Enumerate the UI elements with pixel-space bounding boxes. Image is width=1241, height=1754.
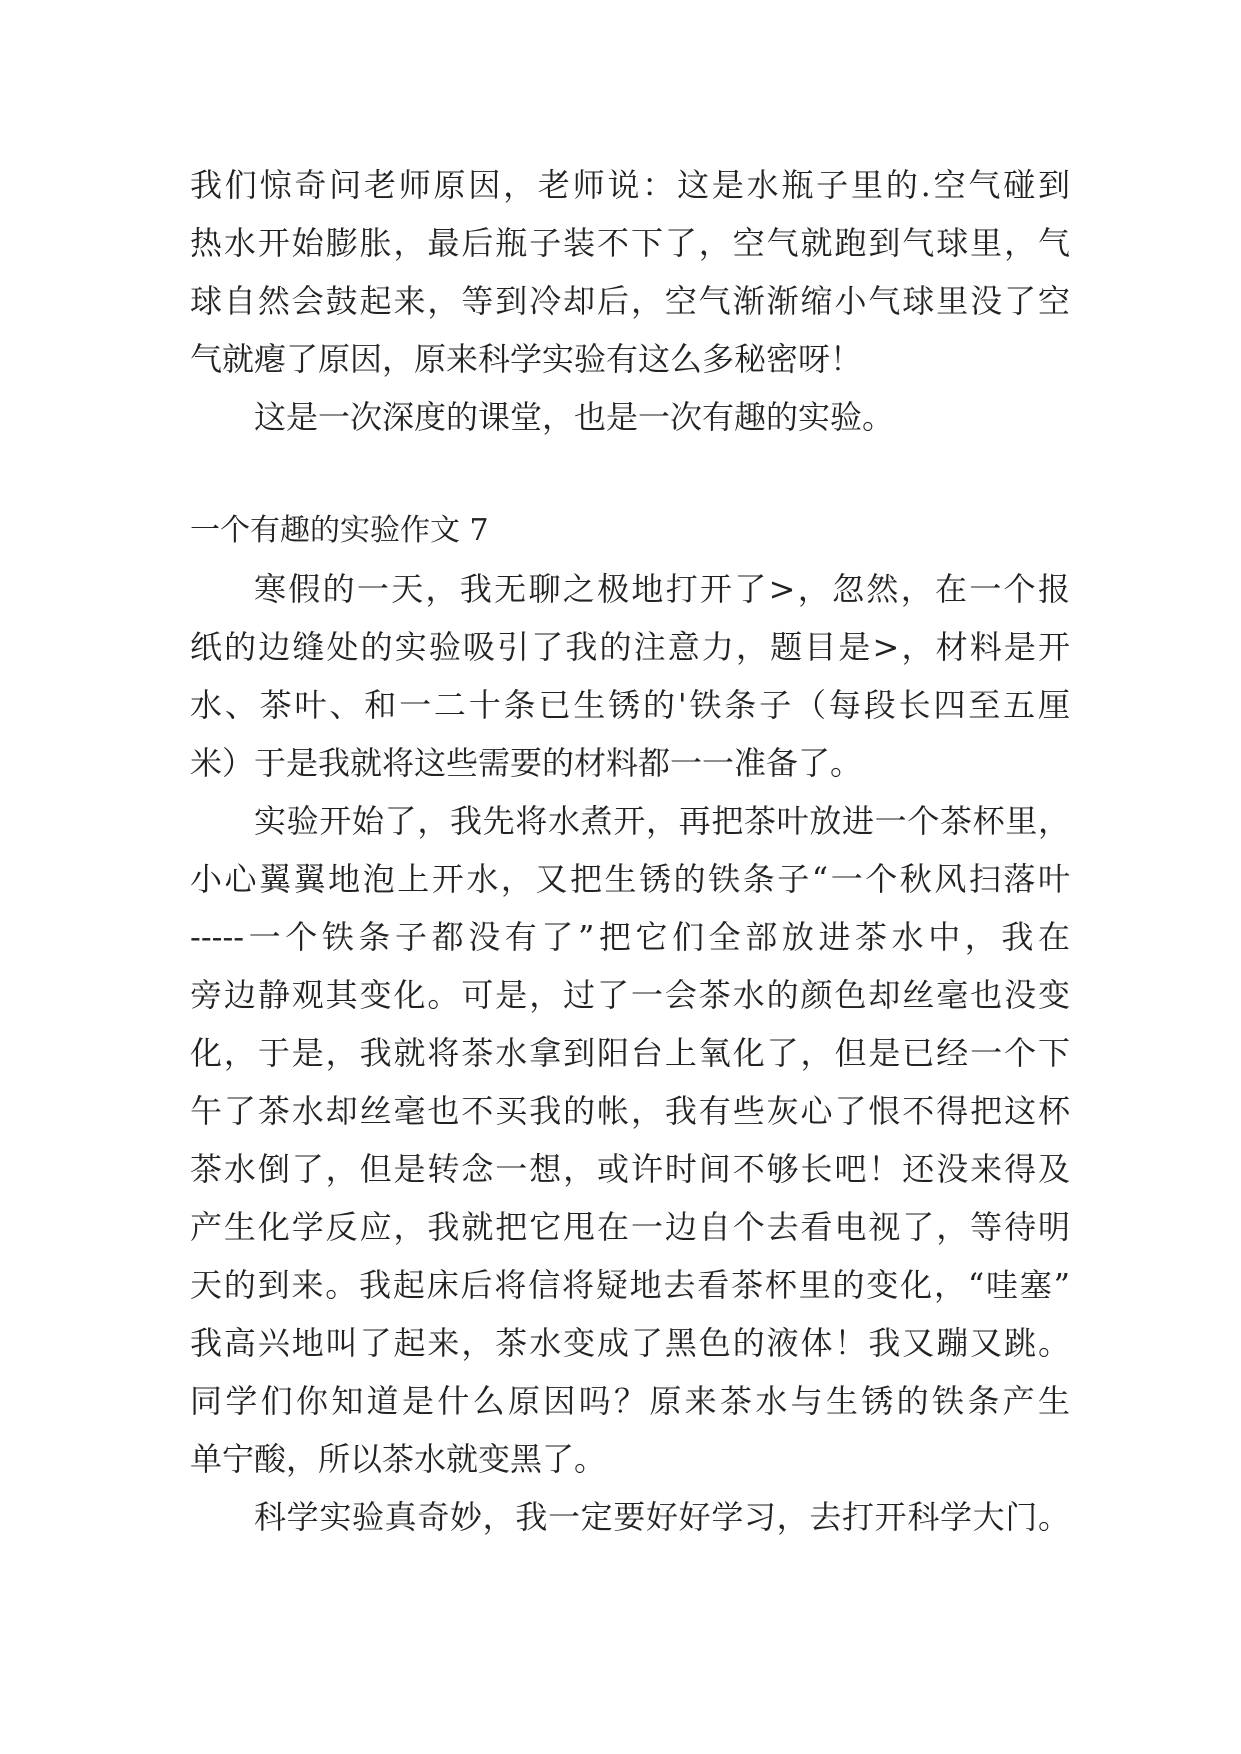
text-line: 小心翼翼地泡上开水，又把生锈的铁条子“一个秋风扫落叶 [190,860,1070,898]
text-line: -----一个铁条子都没有了”把它们全部放进茶水中，我在 [190,918,1070,956]
text-line: 这是一次深度的课堂，也是一次有趣的实验。 [254,398,895,436]
text-line: 产生化学反应，我就把它甩在一边自个去看电视了，等待明 [190,1208,1070,1246]
text-line: 球自然会鼓起来，等到冷却后，空气渐渐缩小气球里没了空 [190,282,1070,320]
section-heading: 一个有趣的实验作文 7 [190,513,489,548]
text-line: 茶水倒了，但是转念一想，或许时间不够长吧！还没来得及 [190,1150,1070,1188]
text-line: 化，于是，我就将茶水拿到阳台上氧化了，但是已经一个下 [190,1034,1070,1072]
text-line: 我高兴地叫了起来，茶水变成了黑色的液体！我又蹦又跳。 [190,1324,1070,1362]
text-line: 同学们你知道是什么原因吗？原来茶水与生锈的铁条产生 [190,1382,1070,1420]
text-line: 科学实验真奇妙，我一定要好好学习，去打开科学大门。 [254,1498,1070,1536]
text-line: 午了茶水却丝毫也不买我的帐，我有些灰心了恨不得把这杯 [190,1092,1070,1130]
text-line: 天的到来。我起床后将信将疑地去看茶杯里的变化，“哇塞” [190,1266,1070,1304]
text-line: 纸的边缝处的实验吸引了我的注意力，题目是>，材料是开 [190,628,1070,666]
text-line: 旁边静观其变化。可是，过了一会茶水的颜色却丝毫也没变 [190,976,1070,1014]
text-line: 气就瘪了原因，原来科学实验有这么多秘密呀！ [190,340,863,378]
text-line: 热水开始膨胀，最后瓶子装不下了，空气就跑到气球里，气 [190,224,1070,262]
text-line: 我们惊奇问老师原因，老师说：这是水瓶子里的.空气碰到 [190,166,1070,204]
text-line: 米）于是我就将这些需要的材料都一一准备了。 [190,744,863,782]
text-line: 寒假的一天，我无聊之极地打开了>，忽然，在一个报 [254,570,1070,608]
text-line: 单宁酸，所以茶水就变黑了。 [190,1440,607,1478]
text-line: 水、茶叶、和一二十条已生锈的'铁条子（每段长四至五厘 [190,686,1070,724]
text-line: 实验开始了，我先将水煮开，再把茶叶放进一个茶杯里， [254,802,1070,840]
